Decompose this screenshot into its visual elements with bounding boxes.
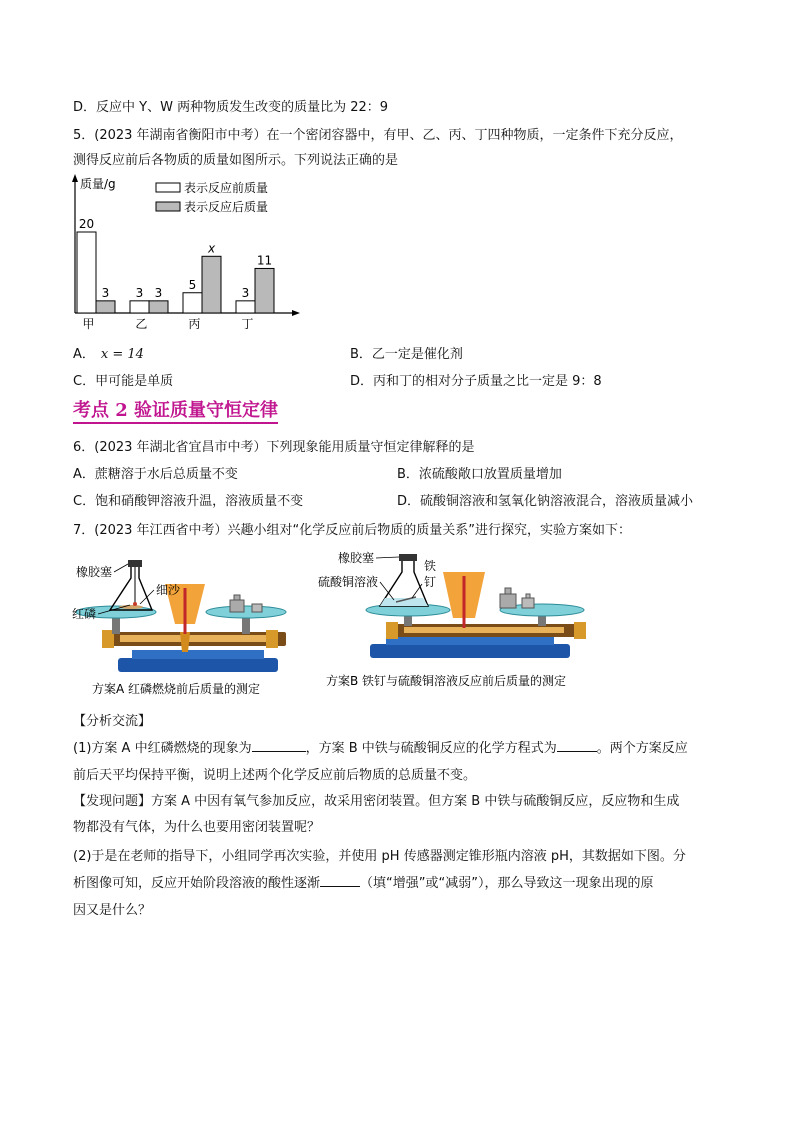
q4-option-d: D．反应中 Y、W 两种物质发生改变的质量比为 22：9 xyxy=(73,100,389,115)
bar-after-1 xyxy=(149,301,168,313)
balance-base xyxy=(370,644,570,658)
q6-option-d: D．硫酸铜溶液和氢氧化钠溶液混合，溶液质量减小 xyxy=(397,494,694,509)
q5-option-a xyxy=(73,343,144,362)
data-label-before-2: 5 xyxy=(188,277,197,292)
beam-knob-right xyxy=(266,630,278,648)
label-sand: 细沙 xyxy=(156,583,181,597)
rubber-stopper xyxy=(128,560,142,567)
bar-before-3 xyxy=(236,301,255,313)
pan-right xyxy=(206,606,286,618)
balance-base-top xyxy=(386,636,554,645)
answer-blank-acidity[interactable] xyxy=(320,874,360,887)
weight-large xyxy=(230,600,244,612)
y-axis-label: 质量/g xyxy=(80,177,116,191)
category-label-2: 丙 xyxy=(188,317,201,331)
data-label-before-1: 3 xyxy=(135,285,144,300)
label-solution: 硫酸铜溶液 xyxy=(318,575,379,589)
legend-label-before: 表示反应前质量 xyxy=(184,181,269,195)
data-label-after-1: 3 xyxy=(154,285,163,300)
q7-figure-b xyxy=(308,548,618,698)
q5-stem-line1: 5．(2023 年湖南省衡阳市中考）在一个密闭容器中，有甲、乙、丙、丁四种物质，一定条件下充分反应， xyxy=(73,128,683,143)
category-label-0: 甲 xyxy=(82,317,95,331)
q7-stem: 7．(2023 年江西省中考）兴趣小组对“化学反应前后物质的质量关系”进行探究，实验方案如下： xyxy=(73,523,632,538)
discover-line1: 【发现问题】方案 A 中因有氧气参加反应，故采用密闭装置。但方案 B 中铁与硫酸铜反应，反应物和生成 xyxy=(73,794,680,809)
q7-part1-line2: 前后天平均保持平衡，说明上述两个化学反应前后物质的总质量不变。 xyxy=(73,768,477,783)
q5-option-c: C．甲可能是单质 xyxy=(73,374,174,389)
answer-blank-phenomenon[interactable] xyxy=(252,739,306,752)
bar-after-3 xyxy=(255,268,274,313)
y-axis-arrow xyxy=(72,174,78,182)
weight-small-knob xyxy=(526,594,530,598)
q6-stem: 6．(2023 年湖北省宜昌市中考）下列现象能用质量守恒定律解释的是 xyxy=(73,440,475,455)
analysis-header: 【分析交流】 xyxy=(73,714,152,729)
balance-base-top xyxy=(132,650,264,659)
conical-flask xyxy=(110,566,152,610)
data-label-before-3: 3 xyxy=(241,285,250,300)
q5-option-a-prefix: A． xyxy=(73,347,95,362)
section-title: 考点 2 验证质量守恒定律 xyxy=(73,396,278,422)
data-label-after-2: x xyxy=(207,241,216,256)
rubber-stopper xyxy=(399,554,417,561)
balance-scale-strip xyxy=(120,635,270,642)
q7-part2-line1: (2)于是在老师的指导下，小组同学再次实验，并使用 pH 传感器测定锥形瓶内溶液 pH，其数据如下图。分 xyxy=(73,849,686,864)
answer-blank-equation[interactable] xyxy=(557,739,597,752)
bar-before-0 xyxy=(77,232,96,313)
bar-before-1 xyxy=(130,301,149,313)
q7-part2-line3: 因又是什么？ xyxy=(73,903,152,918)
weight-large-knob xyxy=(505,588,511,594)
weight-large xyxy=(500,594,516,608)
q7-part2-line2: 析图像可知，反应开始阶段溶液的酸性逐渐 （填“增强”或“减弱”），那么导致这一现象出现的原 xyxy=(73,876,654,891)
q6-option-b: B．浓硫酸敞口放置质量增加 xyxy=(397,467,562,482)
bar-after-2 xyxy=(202,256,221,313)
x-axis-arrow xyxy=(292,310,300,316)
legend-swatch-after xyxy=(156,202,180,211)
category-label-3: 丁 xyxy=(241,317,254,331)
legend-swatch-before xyxy=(156,183,180,192)
discover-line2: 物都没有气体，为什么也要用密闭装置呢？ xyxy=(73,820,321,835)
legend-label-after: 表示反应后质量 xyxy=(184,200,269,214)
q5-option-b: B．乙一定是催化剂 xyxy=(350,347,463,362)
q7-part1-line1: (1)方案 A 中红磷燃烧的现象为 ，方案 B 中铁与硫酸铜反应的化学方程式为 。两个方案反应 xyxy=(73,741,688,756)
q6-option-a: A．蔗糖溶于水后总质量不变 xyxy=(73,467,238,482)
data-label-after-0: 3 xyxy=(101,285,110,300)
label-nail-1: 铁 xyxy=(424,559,437,573)
caption-b: 方案B 铁钉与硫酸铜溶液反应前后质量的测定 xyxy=(326,674,567,688)
weight-large-knob xyxy=(234,595,240,600)
bar-after-0 xyxy=(96,301,115,313)
label-phosphorus: 红磷 xyxy=(72,607,97,621)
caption-a: 方案A 红磷燃烧前后质量的测定 xyxy=(92,682,261,696)
data-label-before-0: 20 xyxy=(78,217,95,231)
balance-scale-strip xyxy=(404,627,564,633)
q5-bar-chart xyxy=(62,172,312,332)
beam-knob-left xyxy=(386,622,398,639)
label-stopper-b: 橡胶塞 xyxy=(338,551,375,565)
label-nail-2: 钉 xyxy=(424,575,437,589)
q6-option-c: C．饱和硝酸钾溶液升温，溶液质量不变 xyxy=(73,494,304,509)
weight-small xyxy=(252,604,262,612)
weight-small xyxy=(522,598,534,608)
q5-option-d: D．丙和丁的相对分子质量之比一定是 9：8 xyxy=(350,374,602,389)
category-label-1: 乙 xyxy=(135,317,148,331)
bar-before-2 xyxy=(183,293,202,313)
data-label-after-3: 11 xyxy=(256,253,273,268)
beam-knob-right xyxy=(574,622,586,639)
q5-stem-line2: 测得反应前后各物质的质量如图所示。下列说法正确的是 xyxy=(73,153,399,168)
q7-figure-a xyxy=(70,548,300,700)
q5-option-a-formula: x = 14 xyxy=(100,347,144,362)
pointer-stand xyxy=(180,632,190,652)
balance-base xyxy=(118,658,278,672)
label-stopper-a: 橡胶塞 xyxy=(76,565,113,579)
red-phosphorus-dot xyxy=(133,602,137,606)
